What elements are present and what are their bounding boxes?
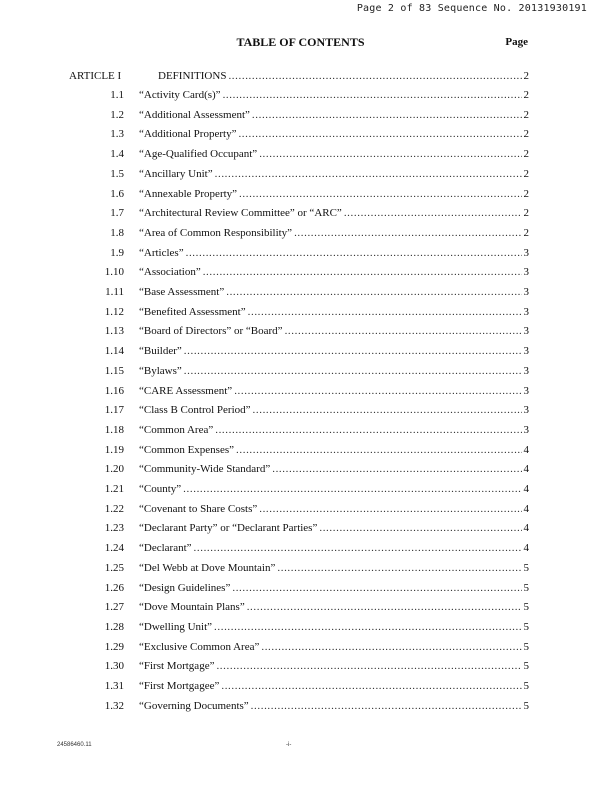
toc-entry (0, 266, 601, 280)
entry-page-number: 2 (523, 187, 529, 200)
entry-leader-line (139, 109, 529, 121)
dot-leader (238, 128, 521, 140)
article-number: ARTICLE I (69, 70, 122, 82)
entry-leader-line (139, 483, 529, 495)
entry-leader-line (139, 247, 529, 259)
entry-number: 1.3 (110, 128, 124, 141)
dot-leader (216, 660, 521, 672)
entry-leader-line (139, 503, 529, 515)
entry-page-number: 2 (523, 207, 529, 220)
entry-label: “Association” (139, 266, 201, 279)
entry-label: “Additional Assessment” (139, 108, 250, 121)
toc-entry (0, 601, 601, 615)
toc-entry (0, 89, 601, 103)
entry-label: “First Mortgagee” (139, 680, 220, 692)
entry-page-number: 4 (523, 483, 529, 495)
entry-page-number: 3 (523, 305, 529, 318)
entry-leader-line (139, 385, 529, 397)
entry-label: “First Mortgage” (139, 660, 215, 673)
dot-leader (184, 365, 522, 377)
entry-page-number: 3 (523, 384, 529, 397)
toc-entry (0, 345, 601, 359)
entry-leader-line (139, 266, 529, 278)
dot-leader (223, 89, 522, 101)
entry-leader-line (139, 522, 529, 534)
entry-label: “Exclusive Common Area” (139, 640, 260, 653)
entry-number: 1.11 (105, 286, 124, 298)
entry-leader-line (139, 128, 529, 140)
entry-label: “Covenant to Share Costs” (139, 502, 258, 515)
dot-leader (259, 503, 521, 515)
entry-label: “Articles” (139, 246, 184, 259)
entry-label: “Bylaws” (139, 364, 182, 377)
dot-leader (319, 522, 521, 534)
toc-entry (0, 444, 601, 458)
entry-leader-line (139, 345, 529, 357)
page-column-heading: Page (505, 36, 528, 48)
entry-page-number: 5 (523, 601, 529, 614)
entry-label: “Annexable Property” (139, 187, 238, 200)
entry-label: “Design Guidelines” (139, 581, 231, 594)
toc-entry (0, 325, 601, 339)
dot-leader (186, 247, 522, 259)
entry-label: “Benefited Assessment” (139, 305, 246, 318)
dot-leader (234, 385, 521, 397)
article-heading (69, 70, 529, 84)
entry-number: 1.22 (104, 502, 124, 515)
entry-label: “Activity Card(s)” (139, 89, 221, 101)
entry-page-number: 5 (523, 640, 529, 653)
entry-page-number: 3 (523, 345, 529, 358)
toc-entry (0, 247, 601, 261)
entry-leader-line (139, 89, 529, 101)
entry-leader-line (139, 227, 529, 239)
toc-entry (0, 503, 601, 517)
entry-number: 1.20 (104, 463, 124, 476)
entry-page-number: 2 (523, 226, 529, 239)
entry-number: 1.18 (104, 423, 124, 436)
page-sequence-stamp: Page 2 of 83 Sequence No. 20131930191 (356, 3, 587, 14)
entry-leader-line (139, 365, 529, 377)
entry-label: “Class B Control Period” (139, 404, 251, 417)
toc-entry (0, 424, 601, 438)
entry-number: 1.23 (104, 522, 124, 535)
entry-label: “Common Area” (139, 423, 214, 436)
entry-label: “Community-Wide Standard” (139, 463, 271, 476)
entry-number: 1.8 (110, 226, 124, 239)
entry-leader-line (139, 582, 529, 594)
entry-number: 1.19 (104, 443, 124, 456)
entry-leader-line (139, 168, 529, 180)
entry-page-number: 4 (523, 443, 529, 456)
entry-number: 1.29 (104, 640, 124, 653)
toc-entry (0, 109, 601, 123)
entry-label: “CARE Assessment” (139, 384, 233, 397)
dot-leader (226, 286, 521, 298)
entry-label: “Board of Directors” or “Board” (139, 325, 283, 338)
entry-page-number: 3 (523, 246, 529, 259)
dot-leader (221, 680, 521, 692)
entry-page-number: 5 (523, 561, 529, 574)
entry-leader-line (139, 148, 529, 160)
dot-leader (285, 325, 522, 337)
entry-leader-line (139, 286, 529, 298)
entry-leader-line (139, 601, 529, 613)
entry-page-number: 2 (523, 128, 529, 141)
toc-entry (0, 168, 601, 182)
toc-entry (0, 542, 601, 556)
dot-leader (344, 207, 522, 219)
dot-leader (259, 148, 521, 160)
entry-label: “Area of Common Responsibility” (139, 226, 293, 239)
entry-label: “Governing Documents” (139, 699, 249, 712)
entry-page-number: 3 (523, 325, 529, 338)
dot-leader (277, 562, 521, 574)
dot-leader (272, 463, 521, 475)
toc-entry (0, 562, 601, 576)
toc-entry (0, 680, 601, 694)
entry-leader-line (139, 325, 529, 337)
entry-page-number: 2 (523, 167, 529, 180)
entry-number: 1.17 (104, 404, 124, 417)
toc-entry (0, 365, 601, 379)
dot-leader (252, 109, 522, 121)
dot-leader (214, 621, 521, 633)
entry-page-number: 5 (523, 620, 529, 633)
entry-label: “Declarant” (139, 542, 192, 555)
toc-entry (0, 128, 601, 142)
entry-page-number: 3 (523, 266, 529, 279)
dot-leader (247, 601, 522, 613)
dot-leader (215, 424, 521, 436)
entry-leader-line (139, 660, 529, 672)
toc-entry (0, 227, 601, 241)
toc-entry (0, 188, 601, 202)
entry-number: 1.12 (104, 305, 124, 318)
dot-leader (251, 700, 522, 712)
entry-page-number: 3 (523, 404, 529, 417)
entry-leader-line (139, 700, 529, 712)
dot-leader (228, 70, 521, 82)
entry-number: 1.10 (104, 266, 124, 279)
entry-number: 1.1 (110, 89, 124, 101)
entry-page-number: 5 (523, 660, 529, 673)
entry-number: 1.9 (110, 246, 124, 259)
entry-page-number: 4 (523, 522, 529, 535)
toc-entry (0, 286, 601, 300)
dot-leader (194, 542, 522, 554)
toc-title: TABLE OF CONTENTS (236, 35, 365, 49)
dot-leader (253, 404, 522, 416)
entry-leader-line (139, 562, 529, 574)
toc-entry (0, 660, 601, 674)
entry-page-number: 2 (523, 89, 529, 101)
toc-entry (0, 483, 601, 497)
dot-leader (215, 168, 522, 180)
entry-page-number: 2 (523, 148, 529, 161)
entry-number: 1.15 (104, 364, 124, 377)
entry-label: “Architectural Review Committee” or “ARC” (139, 207, 342, 220)
entry-page-number: 4 (523, 463, 529, 476)
entry-number: 1.24 (104, 542, 124, 555)
entry-leader-line (139, 306, 529, 318)
entry-label: “Base Assessment” (139, 286, 225, 298)
toc-entry (0, 404, 601, 418)
article-page-number: 2 (523, 70, 529, 82)
toc-entry (0, 582, 601, 596)
entry-leader-line (139, 463, 529, 475)
entry-number: 1.16 (104, 384, 124, 397)
toc-entry (0, 385, 601, 399)
footer-page-number: -i- (286, 742, 292, 748)
entry-page-number: 4 (523, 502, 529, 515)
entry-number: 1.27 (104, 601, 124, 614)
entry-label: “Del Webb at Dove Mountain” (139, 561, 276, 574)
entry-number: 1.30 (104, 660, 124, 673)
entry-page-number: 5 (523, 699, 529, 712)
article-title: DEFINITIONS (158, 70, 227, 82)
toc-entry (0, 700, 601, 714)
entry-leader-line (139, 207, 529, 219)
dot-leader (203, 266, 522, 278)
toc-entry (0, 148, 601, 162)
entry-page-number: 3 (523, 286, 529, 298)
toc-entry (0, 306, 601, 320)
entry-number: 1.2 (110, 108, 124, 121)
entry-leader-line (139, 641, 529, 653)
entry-number: 1.5 (110, 167, 124, 180)
entry-number: 1.7 (110, 207, 124, 220)
entry-leader-line (139, 680, 529, 692)
entry-label: “Additional Property” (139, 128, 237, 141)
entry-label: “Common Expenses” (139, 443, 235, 456)
entry-leader-line (139, 424, 529, 436)
entry-page-number: 5 (523, 581, 529, 594)
dot-leader (184, 345, 522, 357)
entry-label: “Dove Mountain Plans” (139, 601, 245, 614)
entry-leader-line (139, 444, 529, 456)
dot-leader (236, 444, 521, 456)
entry-number: 1.28 (104, 620, 124, 633)
entry-number: 1.4 (110, 148, 124, 161)
entry-label: “Dwelling Unit” (139, 620, 213, 633)
entry-leader-line (139, 404, 529, 416)
dot-leader (232, 582, 521, 594)
dot-leader (261, 641, 521, 653)
toc-entry (0, 463, 601, 477)
entry-label: “Age-Qualified Occupant” (139, 148, 258, 161)
entry-page-number: 3 (523, 364, 529, 377)
dot-leader (239, 188, 521, 200)
entry-number: 1.32 (104, 699, 124, 712)
toc-entry (0, 641, 601, 655)
document-id: 24586460.11 (57, 742, 92, 748)
entry-number: 1.13 (104, 325, 124, 338)
toc-entry (0, 522, 601, 536)
entry-leader-line (139, 621, 529, 633)
entry-page-number: 5 (523, 680, 529, 692)
entry-number: 1.25 (104, 561, 124, 574)
entry-number: 1.21 (104, 483, 124, 495)
entry-page-number: 4 (523, 542, 529, 555)
entry-page-number: 2 (523, 108, 529, 121)
entry-label: “Builder” (139, 345, 182, 358)
entry-page-number: 3 (523, 423, 529, 436)
entry-number: 1.14 (104, 345, 124, 358)
toc-entry (0, 621, 601, 635)
toc-entry (0, 207, 601, 221)
entry-number: 1.26 (104, 581, 124, 594)
article-leader-line (158, 70, 529, 82)
entry-number: 1.31 (104, 680, 124, 692)
entry-leader-line (139, 188, 529, 200)
entry-leader-line (139, 542, 529, 554)
dot-leader (294, 227, 521, 239)
entry-label: “Declarant Party” or “Declarant Parties” (139, 522, 318, 535)
entry-label: “County” (139, 483, 182, 495)
dot-leader (248, 306, 522, 318)
entry-label: “Ancillary Unit” (139, 167, 213, 180)
dot-leader (183, 483, 521, 495)
entry-number: 1.6 (110, 187, 124, 200)
